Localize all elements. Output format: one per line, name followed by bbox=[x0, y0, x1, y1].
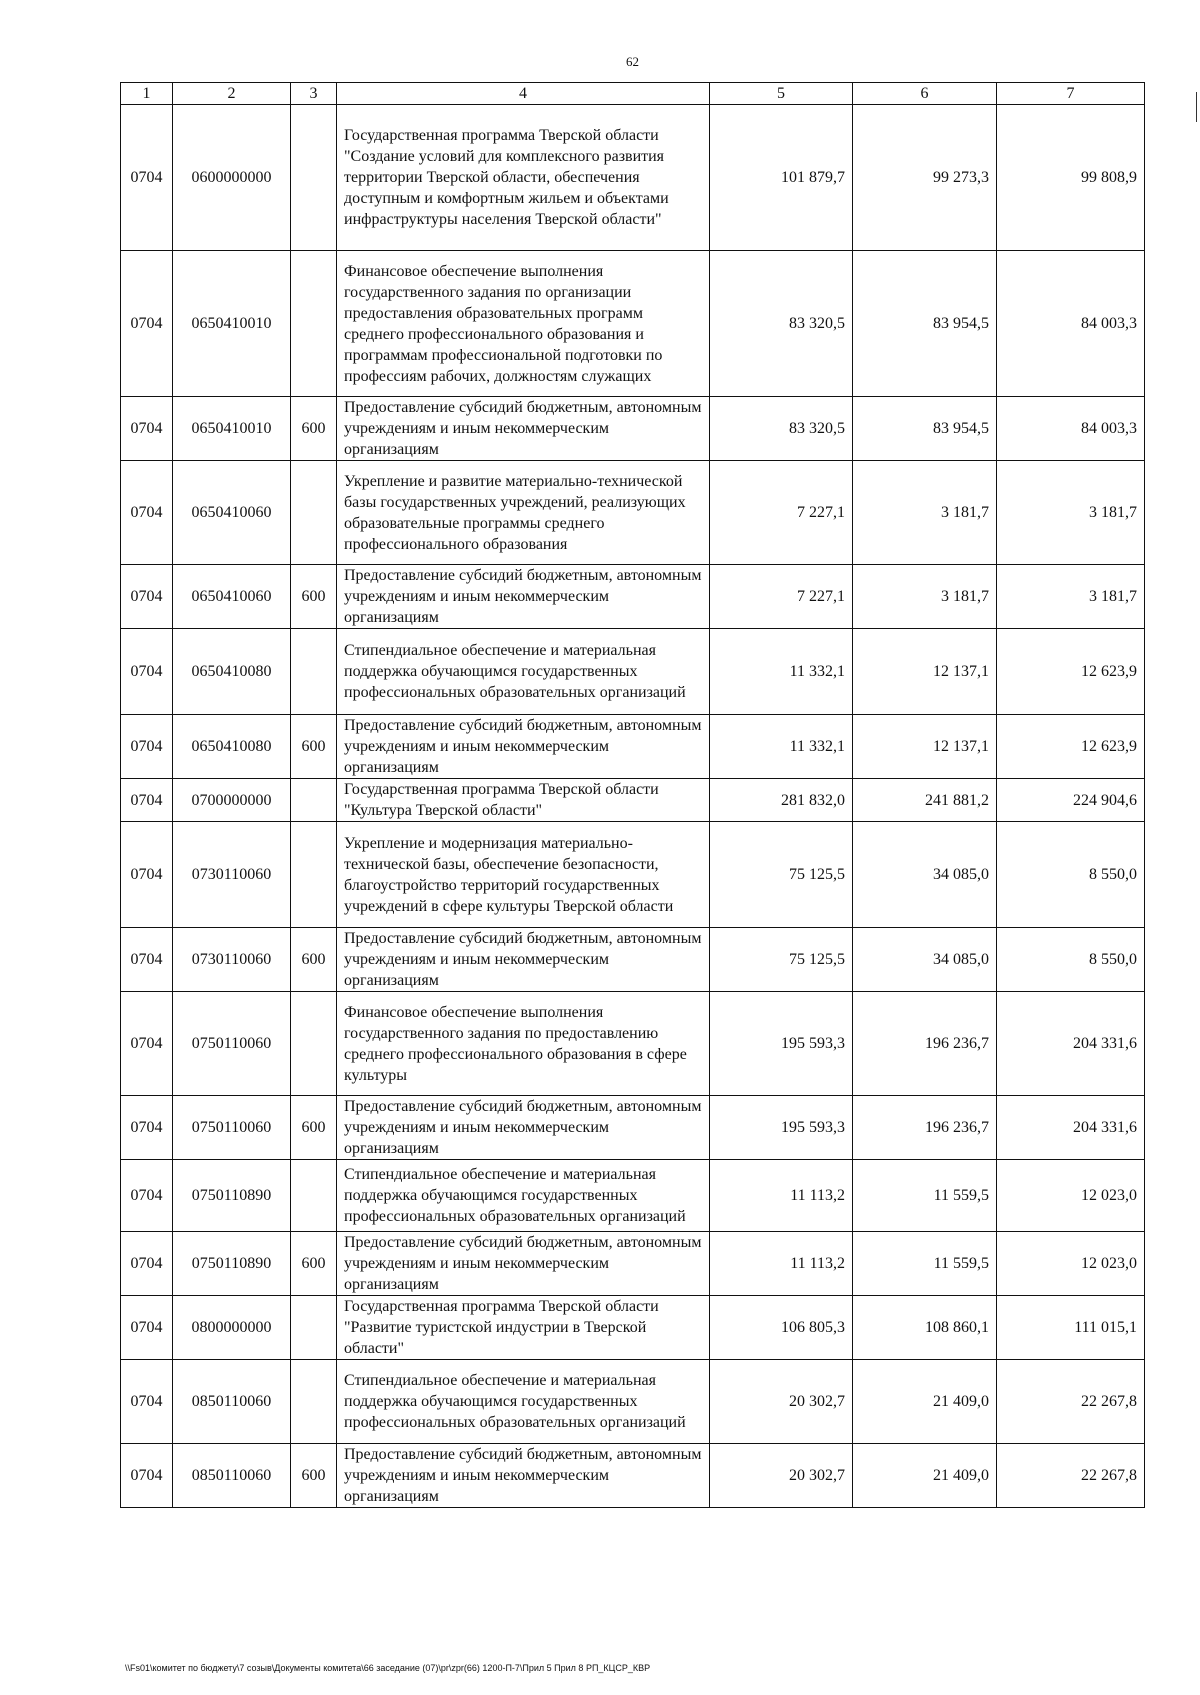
amount-year-2: 34 085,0 bbox=[853, 928, 997, 992]
budget-table bbox=[120, 82, 1145, 1508]
amount-year-2: 3 181,7 bbox=[853, 461, 997, 565]
expense-type-code bbox=[291, 629, 337, 715]
amount-year-1: 281 832,0 bbox=[710, 779, 853, 822]
amount-year-3: 12 623,9 bbox=[997, 629, 1145, 715]
amount-year-3: 3 181,7 bbox=[997, 461, 1145, 565]
item-name: Предоставление субсидий бюджетным, автономным учреждениям и иным некоммерческим организациям bbox=[337, 397, 710, 461]
amount-year-2: 196 236,7 bbox=[853, 1096, 997, 1160]
amount-year-3: 22 267,8 bbox=[997, 1444, 1145, 1508]
target-article-code: 0750110060 bbox=[173, 992, 291, 1096]
item-name: Предоставление субсидий бюджетным, автономным учреждениям и иным некоммерческим организациям bbox=[337, 1232, 710, 1296]
amount-year-2: 34 085,0 bbox=[853, 822, 997, 928]
section-code: 0704 bbox=[121, 992, 173, 1096]
table-row bbox=[121, 565, 1145, 629]
target-article-code: 0750110890 bbox=[173, 1160, 291, 1232]
header-col-6: 6 bbox=[853, 83, 997, 105]
table-row bbox=[121, 397, 1145, 461]
section-code: 0704 bbox=[121, 928, 173, 992]
amount-year-3: 22 267,8 bbox=[997, 1360, 1145, 1444]
expense-type-code: 600 bbox=[291, 715, 337, 779]
section-code: 0704 bbox=[121, 1096, 173, 1160]
item-name: Предоставление субсидий бюджетным, автономным учреждениям и иным некоммерческим организациям bbox=[337, 565, 710, 629]
amount-year-1: 195 593,3 bbox=[710, 992, 853, 1096]
expense-type-code bbox=[291, 779, 337, 822]
amount-year-1: 11 113,2 bbox=[710, 1160, 853, 1232]
item-name: Предоставление субсидий бюджетным, автономным учреждениям и иным некоммерческим организациям bbox=[337, 928, 710, 992]
amount-year-2: 83 954,5 bbox=[853, 397, 997, 461]
amount-year-2: 21 409,0 bbox=[853, 1444, 997, 1508]
section-code: 0704 bbox=[121, 397, 173, 461]
table-row bbox=[121, 1360, 1145, 1444]
expense-type-code bbox=[291, 1296, 337, 1360]
amount-year-3: 204 331,6 bbox=[997, 992, 1145, 1096]
section-code: 0704 bbox=[121, 1232, 173, 1296]
amount-year-1: 11 332,1 bbox=[710, 715, 853, 779]
table-row bbox=[121, 105, 1145, 251]
target-article-code: 0650410080 bbox=[173, 715, 291, 779]
table-row bbox=[121, 1444, 1145, 1508]
expense-type-code bbox=[291, 1160, 337, 1232]
amount-year-1: 106 805,3 bbox=[710, 1296, 853, 1360]
table-row bbox=[121, 1232, 1145, 1296]
amount-year-3: 12 023,0 bbox=[997, 1232, 1145, 1296]
table-row bbox=[121, 1160, 1145, 1232]
section-code: 0704 bbox=[121, 251, 173, 397]
expense-type-code bbox=[291, 105, 337, 251]
item-name: Стипендиальное обеспечение и материальная поддержка обучающимся государственных профессиональных образовательных организаций bbox=[337, 1160, 710, 1232]
target-article-code: 0730110060 bbox=[173, 928, 291, 992]
amount-year-1: 7 227,1 bbox=[710, 461, 853, 565]
amount-year-3: 224 904,6 bbox=[997, 779, 1145, 822]
amount-year-1: 83 320,5 bbox=[710, 397, 853, 461]
table-row bbox=[121, 461, 1145, 565]
amount-year-2: 11 559,5 bbox=[853, 1232, 997, 1296]
amount-year-2: 241 881,2 bbox=[853, 779, 997, 822]
item-name: Стипендиальное обеспечение и материальная поддержка обучающимся государственных профессиональных образовательных организаций bbox=[337, 629, 710, 715]
amount-year-1: 20 302,7 bbox=[710, 1444, 853, 1508]
target-article-code: 0800000000 bbox=[173, 1296, 291, 1360]
expense-type-code: 600 bbox=[291, 1096, 337, 1160]
target-article-code: 0850110060 bbox=[173, 1360, 291, 1444]
header-col-4: 4 bbox=[337, 83, 710, 105]
item-name: Предоставление субсидий бюджетным, автономным учреждениям и иным некоммерческим организациям bbox=[337, 1444, 710, 1508]
table-row bbox=[121, 715, 1145, 779]
expense-type-code bbox=[291, 251, 337, 397]
table-row bbox=[121, 1296, 1145, 1360]
expense-type-code: 600 bbox=[291, 1232, 337, 1296]
target-article-code: 0850110060 bbox=[173, 1444, 291, 1508]
expense-type-code: 600 bbox=[291, 397, 337, 461]
section-code: 0704 bbox=[121, 629, 173, 715]
page-number: 62 bbox=[626, 54, 639, 69]
section-code: 0704 bbox=[121, 1360, 173, 1444]
expense-type-code bbox=[291, 1360, 337, 1444]
amount-year-1: 11 332,1 bbox=[710, 629, 853, 715]
target-article-code: 0650410060 bbox=[173, 461, 291, 565]
target-article-code: 0750110060 bbox=[173, 1096, 291, 1160]
amount-year-1: 7 227,1 bbox=[710, 565, 853, 629]
section-code: 0704 bbox=[121, 1160, 173, 1232]
item-name: Предоставление субсидий бюджетным, автономным учреждениям и иным некоммерческим организациям bbox=[337, 1096, 710, 1160]
amount-year-3: 99 808,9 bbox=[997, 105, 1145, 251]
section-code: 0704 bbox=[121, 565, 173, 629]
item-name: Государственная программа Тверской области "Культура Тверской области" bbox=[337, 779, 710, 822]
header-row bbox=[121, 83, 1145, 105]
section-code: 0704 bbox=[121, 822, 173, 928]
target-article-code: 0600000000 bbox=[173, 105, 291, 251]
amount-year-1: 83 320,5 bbox=[710, 251, 853, 397]
expense-type-code: 600 bbox=[291, 928, 337, 992]
amount-year-2: 11 559,5 bbox=[853, 1160, 997, 1232]
amount-year-3: 111 015,1 bbox=[997, 1296, 1145, 1360]
target-article-code: 0650410080 bbox=[173, 629, 291, 715]
amount-year-3: 84 003,3 bbox=[997, 251, 1145, 397]
margin-mark bbox=[1196, 92, 1197, 122]
target-article-code: 0650410010 bbox=[173, 397, 291, 461]
footer-file-path: \\Fs01\комитет по бюджету\7 созыв\Документы комитета\66 заседание (07)\pr\zpr(66) 1200-П-7\Прил 5 Прил 8 РП_КЦСР_КВР bbox=[125, 1663, 651, 1673]
item-name: Укрепление и модернизация материально-технической базы, обеспечение безопасности, благоустройство территорий государственных учреждений в сфере культуры Тверской области bbox=[337, 822, 710, 928]
amount-year-2: 21 409,0 bbox=[853, 1360, 997, 1444]
table-row bbox=[121, 1096, 1145, 1160]
expense-type-code bbox=[291, 822, 337, 928]
amount-year-3: 12 623,9 bbox=[997, 715, 1145, 779]
item-name: Укрепление и развитие материально-технической базы государственных учреждений, реализующих образовательные программы среднего профессионального образования bbox=[337, 461, 710, 565]
amount-year-2: 12 137,1 bbox=[853, 629, 997, 715]
item-name: Государственная программа Тверской области "Создание условий для комплексного развития территории Тверской области, обеспечения доступным и комфортным жильем и объектами инфраструктуры населения Тверской области" bbox=[337, 105, 710, 251]
target-article-code: 0700000000 bbox=[173, 779, 291, 822]
item-name: Стипендиальное обеспечение и материальная поддержка обучающимся государственных профессиональных образовательных организаций bbox=[337, 1360, 710, 1444]
target-article-code: 0650410010 bbox=[173, 251, 291, 397]
table-row bbox=[121, 992, 1145, 1096]
header-col-2: 2 bbox=[173, 83, 291, 105]
item-name: Предоставление субсидий бюджетным, автономным учреждениям и иным некоммерческим организациям bbox=[337, 715, 710, 779]
amount-year-3: 8 550,0 bbox=[997, 822, 1145, 928]
amount-year-3: 84 003,3 bbox=[997, 397, 1145, 461]
item-name: Финансовое обеспечение выполнения государственного задания по предоставлению среднего профессионального образования в сфере культуры bbox=[337, 992, 710, 1096]
amount-year-3: 204 331,6 bbox=[997, 1096, 1145, 1160]
section-code: 0704 bbox=[121, 715, 173, 779]
amount-year-2: 3 181,7 bbox=[853, 565, 997, 629]
amount-year-3: 3 181,7 bbox=[997, 565, 1145, 629]
item-name: Государственная программа Тверской области "Развитие туристской индустрии в Тверской области" bbox=[337, 1296, 710, 1360]
amount-year-2: 99 273,3 bbox=[853, 105, 997, 251]
amount-year-1: 195 593,3 bbox=[710, 1096, 853, 1160]
expense-type-code: 600 bbox=[291, 1444, 337, 1508]
table-row bbox=[121, 629, 1145, 715]
amount-year-3: 12 023,0 bbox=[997, 1160, 1145, 1232]
amount-year-1: 75 125,5 bbox=[710, 928, 853, 992]
amount-year-1: 20 302,7 bbox=[710, 1360, 853, 1444]
table-body bbox=[121, 105, 1145, 1508]
header-col-5: 5 bbox=[710, 83, 853, 105]
amount-year-1: 75 125,5 bbox=[710, 822, 853, 928]
table-row bbox=[121, 822, 1145, 928]
amount-year-2: 12 137,1 bbox=[853, 715, 997, 779]
expense-type-code: 600 bbox=[291, 565, 337, 629]
amount-year-1: 101 879,7 bbox=[710, 105, 853, 251]
expense-type-code bbox=[291, 461, 337, 565]
section-code: 0704 bbox=[121, 1444, 173, 1508]
section-code: 0704 bbox=[121, 105, 173, 251]
header-col-7: 7 bbox=[997, 83, 1145, 105]
section-code: 0704 bbox=[121, 1296, 173, 1360]
item-name: Финансовое обеспечение выполнения государственного задания по организации предоставления образовательных программ среднего профессионального образования и программам профессиональной подготовки по профессиям рабочих, должностям служащих bbox=[337, 251, 710, 397]
table-row bbox=[121, 928, 1145, 992]
amount-year-3: 8 550,0 bbox=[997, 928, 1145, 992]
header-col-3: 3 bbox=[291, 83, 337, 105]
amount-year-1: 11 113,2 bbox=[710, 1232, 853, 1296]
section-code: 0704 bbox=[121, 461, 173, 565]
header-col-1: 1 bbox=[121, 83, 173, 105]
table-row bbox=[121, 779, 1145, 822]
target-article-code: 0650410060 bbox=[173, 565, 291, 629]
expense-type-code bbox=[291, 992, 337, 1096]
table-header bbox=[121, 83, 1145, 105]
section-code: 0704 bbox=[121, 779, 173, 822]
amount-year-2: 83 954,5 bbox=[853, 251, 997, 397]
amount-year-2: 196 236,7 bbox=[853, 992, 997, 1096]
target-article-code: 0730110060 bbox=[173, 822, 291, 928]
target-article-code: 0750110890 bbox=[173, 1232, 291, 1296]
amount-year-2: 108 860,1 bbox=[853, 1296, 997, 1360]
table-row bbox=[121, 251, 1145, 397]
